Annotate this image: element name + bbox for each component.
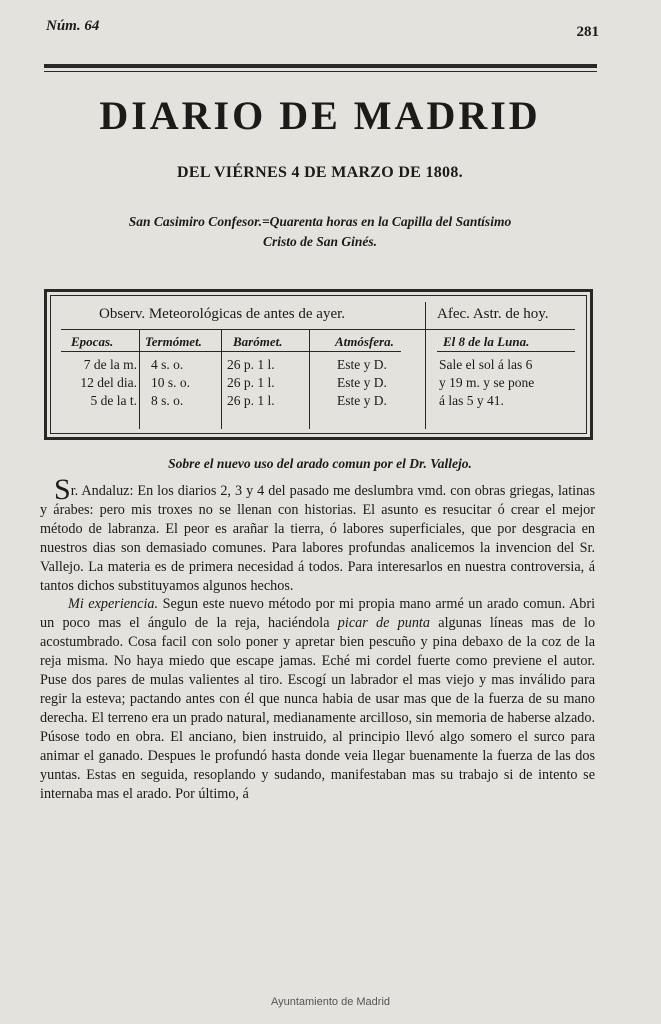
drop-cap: S	[54, 473, 71, 506]
luna-line-1: Sale el sol á las 6	[439, 357, 533, 372]
weather-baro-cells	[227, 356, 275, 410]
atmos-row-2: Este y D.	[337, 375, 387, 390]
article-paragraph-2	[40, 595, 595, 803]
paragraph-2-label: Mi experiencia.	[68, 596, 159, 613]
paragraph-1-text: r. Andaluz: En los diarios 2, 3 y 4 del pasado me deslumbra vmd. con obras griegas, latinas y árabes: pero mis troxes no se llenan con historias. El asunto es resucitar ó crear el mejor método de labranza. El peor es arañar la tierra, ó labores superficiales, que por desgracia en nuestros dias son demasiado comunes. Para labores profundas analicemos la invencion del Sr. Vallejo. La materia es de primera necesidad á todos. Para interesarlos en nuestra controversia, á tantos dichos substituyamos algunos hechos.	[40, 483, 595, 594]
saints-line-2: Cristo de San Ginés.	[262, 234, 378, 249]
weather-luna-text	[439, 356, 534, 410]
footer-credit: Ayuntamiento de Madrid	[270, 996, 391, 1008]
epoca-row-1: 7 de la m.	[83, 357, 137, 372]
termo-row-2: 10 s. o.	[151, 375, 191, 390]
atmos-row-1: Este y D.	[337, 357, 387, 372]
weather-divider-main	[425, 302, 426, 429]
weather-divider-2	[221, 329, 222, 429]
masthead-title: DIARIO DE MADRID	[99, 93, 541, 138]
weather-epocas-cells	[61, 356, 137, 410]
weather-atmos-cells	[337, 356, 387, 410]
weather-luna-rule	[437, 351, 575, 352]
saints-line	[70, 212, 570, 252]
baro-row-2: 26 p. 1 l.	[227, 375, 275, 390]
baro-row-1: 26 p. 1 l.	[227, 357, 275, 372]
epoca-row-3: 5 de la t.	[90, 393, 137, 408]
weather-col-barometro: Barómet.	[233, 334, 283, 349]
article-subheading: Sobre el nuevo uso del arado comun por el Dr. Vallejo.	[168, 456, 472, 471]
masthead-rule	[44, 64, 597, 68]
luna-line-3: á las 5 y 41.	[439, 393, 504, 408]
weather-col-rule	[61, 351, 401, 352]
weather-col-atmosfera: Atmósfera.	[335, 334, 394, 349]
paragraph-2-text-a: Segun este nuevo método por mi propia mano armé un arado comun. Abri un poco mas el ángulo de la reja, haciéndola	[40, 596, 596, 632]
masthead-rule-thin	[44, 71, 597, 72]
weather-col-termometro: Termómet.	[145, 334, 202, 349]
article-body	[40, 473, 596, 803]
date-line: DEL VIÉRNES 4 DE MARZO DE 1808.	[177, 164, 463, 181]
weather-table	[44, 289, 593, 440]
termo-row-3: 8 s. o.	[151, 393, 184, 408]
weather-col-luna: El 8 de la Luna.	[443, 334, 530, 349]
weather-afec-title: Afec. Astr. de hoy.	[437, 306, 549, 322]
luna-line-2: y 19 m. y se pone	[439, 375, 535, 390]
weather-divider-1	[139, 329, 140, 429]
epoca-row-2: 12 del dia.	[80, 375, 137, 390]
page-number: 281	[576, 24, 599, 40]
article-paragraph-1	[40, 473, 595, 595]
weather-observ-title: Observ. Meteorológicas de antes de ayer.	[99, 306, 346, 322]
weather-col-epocas: Epocas.	[71, 334, 114, 349]
weather-termo-cells	[151, 356, 190, 410]
termo-row-1: 4 s. o.	[151, 357, 184, 372]
baro-row-3: 26 p. 1 l.	[227, 393, 275, 408]
issue-number: Núm. 64	[46, 18, 100, 34]
paragraph-2-italic: picar de punta	[337, 615, 430, 632]
weather-divider-3	[309, 329, 310, 429]
atmos-row-3: Este y D.	[337, 393, 387, 408]
saints-line-1: San Casimiro Confesor.=Quarenta horas en la Capilla del Santísimo	[128, 214, 512, 229]
paragraph-2-text-b: algunas líneas mas de lo acostumbrado. Cosa facil con solo poner y apretar bien pescuño y pina debaxo de la coz de la reja misma. No haya miedo que escape jamas. Eché mi cordel fuerte como previene el autor. Puse dos pares de mulas valientes al tiro. Escogí un labrador el mas viejo y mas inválido para regir la esteva; pactando antes con él que nunca habia de usar mas que de la fuerza de su mano derecha. El terreno era un prado natural, medianamente arcilloso, sin memoria de haberse alzado. Púsose todo en obra. El anciano, bien instruido, al principio llevó algo somero el surco para animar el ganado. Despues le profundó hasta donde veia llegar buenamente la fuerza de las dos yuntas. Estas en seguida, resoplando y sudando, manifestaban mas su trabajo si de intento se internaba mas el arado. Por último, á	[40, 615, 596, 802]
